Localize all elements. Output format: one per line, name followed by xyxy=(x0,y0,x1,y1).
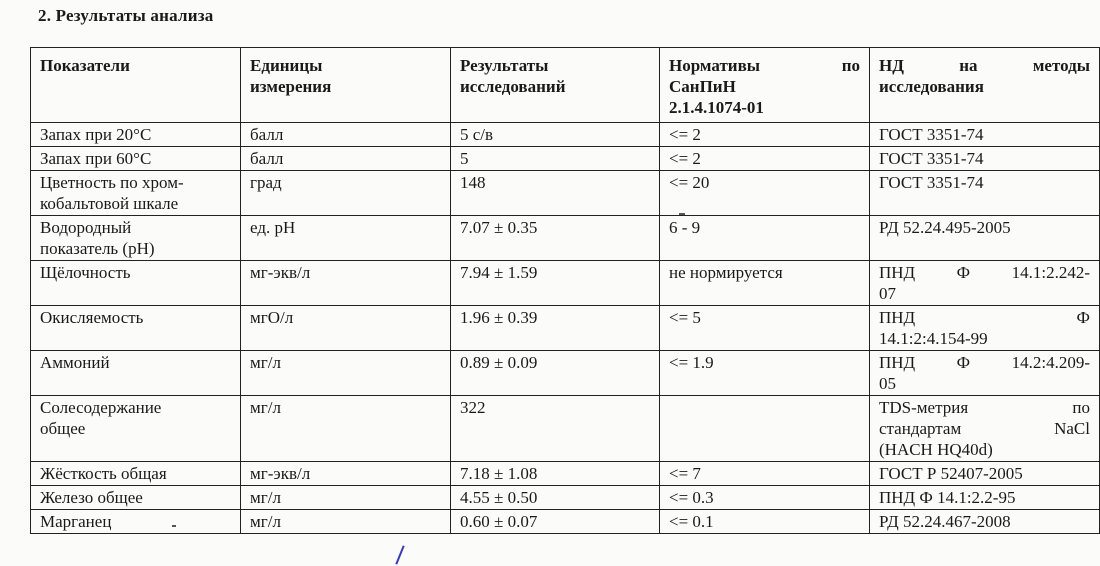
header-norms-line: СанПиН xyxy=(669,77,736,96)
header-results xyxy=(451,48,660,123)
norm-cell: <= 7 xyxy=(660,462,870,486)
indicator-text: Марганец xyxy=(40,512,112,531)
indicator-text: кобальтовой шкале xyxy=(40,194,179,213)
header-methods-line: исследования xyxy=(879,77,984,96)
result-cell: 1.96 ± 0.39 xyxy=(451,306,660,351)
units-cell: балл xyxy=(241,147,451,171)
stray-dot xyxy=(679,213,685,215)
result-cell: 7.07 ± 0.35 xyxy=(451,216,660,261)
indicator-text: Запах при 20°С xyxy=(40,125,152,144)
result-cell: 7.94 ± 1.59 xyxy=(451,261,660,306)
norm-cell: <= 0.3 xyxy=(660,486,870,510)
units-cell: град xyxy=(241,171,451,216)
method-text: ГОСТ 3351-74 xyxy=(879,173,984,192)
indicator-text: Водородный xyxy=(40,218,132,237)
norm-cell: 6 - 9 xyxy=(660,216,870,261)
header-methods-line: НД на методы xyxy=(879,56,1090,75)
indicator-text: Окисляемость xyxy=(40,308,144,327)
indicator-text: Запах при 60°С xyxy=(40,149,152,168)
indicator-cell xyxy=(31,510,241,534)
result-cell: 4.55 ± 0.50 xyxy=(451,486,660,510)
units-cell: мг/л xyxy=(241,351,451,396)
table-header-row xyxy=(31,48,1100,123)
result-cell: 148 xyxy=(451,171,660,216)
units-cell: мг/л xyxy=(241,510,451,534)
table-row xyxy=(31,147,1100,171)
units-cell: мг-экв/л xyxy=(241,462,451,486)
result-cell: 0.89 ± 0.09 xyxy=(451,351,660,396)
method-cell xyxy=(870,351,1100,396)
method-cell xyxy=(870,396,1100,462)
indicator-text: Щёлочность xyxy=(40,263,131,282)
method-text: стандартам NaCl xyxy=(879,419,1090,438)
indicator-text: показатель (pH) xyxy=(40,239,155,258)
table-row xyxy=(31,261,1100,306)
method-text: ГОСТ Р 52407-2005 xyxy=(879,464,1023,483)
units-cell: мгО/л xyxy=(241,306,451,351)
header-results-line: исследований xyxy=(460,77,566,96)
method-cell xyxy=(870,216,1100,261)
indicator-cell xyxy=(31,351,241,396)
indicator-text: Аммоний xyxy=(40,353,110,372)
units-cell: мг/л xyxy=(241,396,451,462)
indicator-text: Жёсткость общая xyxy=(40,464,167,483)
indicator-text: Цветность по хром- xyxy=(40,173,184,192)
section-heading: 2. Результаты анализа xyxy=(38,6,214,25)
method-text: ПНД Ф xyxy=(879,308,1090,327)
method-text: ПНД Ф 14.1:2.2-95 xyxy=(879,488,1016,507)
indicator-text: общее xyxy=(40,419,86,438)
method-text: 14.1:2:4.154-99 xyxy=(879,329,988,348)
analysis-results-table xyxy=(30,47,1100,534)
indicator-cell xyxy=(31,123,241,147)
result-cell: 5 с/в xyxy=(451,123,660,147)
header-units xyxy=(241,48,451,123)
method-text: 05 xyxy=(879,374,896,393)
table-row xyxy=(31,351,1100,396)
table-row xyxy=(31,171,1100,216)
norm-cell: <= 5 xyxy=(660,306,870,351)
result-cell: 5 xyxy=(451,147,660,171)
method-cell xyxy=(870,462,1100,486)
table-row xyxy=(31,306,1100,351)
result-cell: 7.18 ± 1.08 xyxy=(451,462,660,486)
header-methods xyxy=(870,48,1100,123)
method-text: ГОСТ 3351-74 xyxy=(879,125,984,144)
norm-cell: не нормируется xyxy=(660,261,870,306)
stray-dot xyxy=(172,525,176,527)
method-cell xyxy=(870,306,1100,351)
header-indicator: Показатели xyxy=(31,48,241,123)
method-text: РД 52.24.467-2008 xyxy=(879,512,1011,531)
method-text: ПНД Ф 14.2:4.209- xyxy=(879,353,1090,372)
indicator-cell xyxy=(31,306,241,351)
method-cell xyxy=(870,261,1100,306)
header-norms-line: Нормативы по xyxy=(669,56,860,75)
indicator-cell xyxy=(31,216,241,261)
norm-cell: <= 20 xyxy=(660,171,870,216)
header-norms xyxy=(660,48,870,123)
indicator-cell xyxy=(31,486,241,510)
header-units-line: измерения xyxy=(250,77,332,96)
indicator-cell xyxy=(31,396,241,462)
method-text: ГОСТ 3351-74 xyxy=(879,149,984,168)
header-norms-line: 2.1.4.1074-01 xyxy=(669,98,764,117)
indicator-text: Железо общее xyxy=(40,488,143,507)
table-row xyxy=(31,216,1100,261)
method-cell xyxy=(870,147,1100,171)
norm-cell: <= 1.9 xyxy=(660,351,870,396)
method-cell xyxy=(870,510,1100,534)
indicator-cell xyxy=(31,261,241,306)
table-row xyxy=(31,396,1100,462)
header-units-line: Единицы xyxy=(250,56,323,75)
table-row xyxy=(31,510,1100,534)
method-text: РД 52.24.495-2005 xyxy=(879,218,1011,237)
header-results-line: Результаты xyxy=(460,56,549,75)
table-row xyxy=(31,486,1100,510)
method-cell xyxy=(870,171,1100,216)
norm-cell: <= 2 xyxy=(660,147,870,171)
indicator-cell xyxy=(31,171,241,216)
method-cell xyxy=(870,486,1100,510)
indicator-cell xyxy=(31,147,241,171)
norm-cell: <= 0.1 xyxy=(660,510,870,534)
units-cell: мг/л xyxy=(241,486,451,510)
method-text: (HACH HQ40d) xyxy=(879,440,993,459)
pen-mark xyxy=(395,545,404,564)
result-cell: 322 xyxy=(451,396,660,462)
units-cell: ед. pH xyxy=(241,216,451,261)
table-row xyxy=(31,123,1100,147)
method-text: 07 xyxy=(879,284,896,303)
method-text: ПНД Ф 14.1:2.242- xyxy=(879,263,1090,282)
table-row xyxy=(31,462,1100,486)
norm-cell xyxy=(660,396,870,462)
units-cell: балл xyxy=(241,123,451,147)
method-text: TDS-метрия по xyxy=(879,398,1090,417)
method-cell xyxy=(870,123,1100,147)
units-cell: мг-экв/л xyxy=(241,261,451,306)
norm-cell: <= 2 xyxy=(660,123,870,147)
indicator-cell xyxy=(31,462,241,486)
table-body xyxy=(31,123,1100,534)
result-cell: 0.60 ± 0.07 xyxy=(451,510,660,534)
indicator-text: Солесодержание xyxy=(40,398,162,417)
